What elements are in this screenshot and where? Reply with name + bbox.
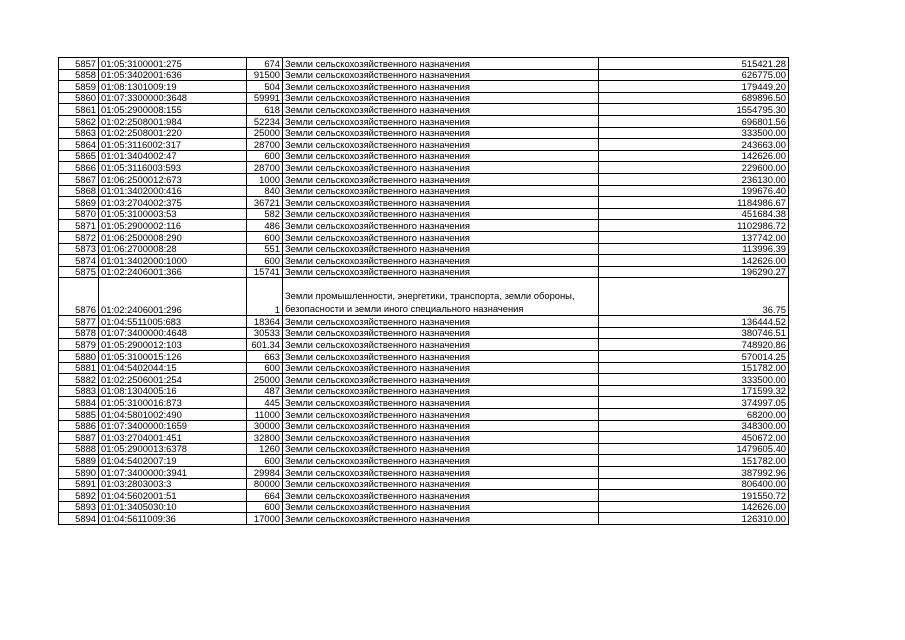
land-category-cell: Земли сельскохозяйственного назначения (283, 220, 599, 232)
table-row (59, 92, 789, 104)
table-row (59, 397, 789, 409)
row-number-cell: 5887 (59, 432, 99, 444)
cadastral-value-cell: 113996.39 (599, 243, 789, 255)
land-category-cell: Земли сельскохозяйственного назначения (283, 115, 599, 127)
cadastral-value-cell: 137742.00 (599, 231, 789, 243)
area-cell: 445 (247, 397, 283, 409)
row-number-cell: 5882 (59, 374, 99, 386)
row-number-cell: 5859 (59, 81, 99, 93)
row-number-cell: 5861 (59, 104, 99, 116)
cadastral-number-cell: 01:05:2900002:116 (99, 220, 247, 232)
land-category-cell: Земли сельскохозяйственного назначения (283, 316, 599, 328)
land-category-cell: Земли сельскохозяйственного назначения (283, 255, 599, 267)
table-body (59, 58, 789, 525)
area-cell: 600 (247, 231, 283, 243)
table-row (59, 104, 789, 116)
cadastral-value-cell: 151782.00 (599, 455, 789, 467)
row-number-cell: 5885 (59, 409, 99, 421)
table-row (59, 432, 789, 444)
cadastral-value-cell: 515421.28 (599, 58, 789, 70)
table-row (59, 513, 789, 525)
cadastral-number-cell: 01:03:2704001:451 (99, 432, 247, 444)
row-number-cell: 5858 (59, 69, 99, 81)
cadastral-value-cell: 451684.38 (599, 208, 789, 220)
table-row (59, 478, 789, 490)
area-cell: 1 (247, 278, 283, 316)
table-row (59, 243, 789, 255)
cadastral-number-cell: 01:01:3402000:416 (99, 185, 247, 197)
cadastral-value-cell: 199676.40 (599, 185, 789, 197)
area-cell: 663 (247, 351, 283, 363)
cadastral-number-cell: 01:02:2508001:984 (99, 115, 247, 127)
land-category-cell: Земли сельскохозяйственного назначения (283, 478, 599, 490)
area-cell: 36721 (247, 197, 283, 209)
area-cell: 600 (247, 455, 283, 467)
table-row (59, 443, 789, 455)
land-category-cell: Земли сельскохозяйственного назначения (283, 162, 599, 174)
area-cell: 600 (247, 362, 283, 374)
row-number-cell: 5857 (59, 58, 99, 70)
table-row (59, 316, 789, 328)
row-number-cell: 5866 (59, 162, 99, 174)
cadastral-number-cell: 01:04:5402044:15 (99, 362, 247, 374)
cadastral-number-cell: 01:04:5511005:683 (99, 316, 247, 328)
cadastral-number-cell: 01:04:5402007:19 (99, 455, 247, 467)
land-category-cell: Земли сельскохозяйственного назначения (283, 266, 599, 278)
land-category-cell: Земли сельскохозяйственного назначения (283, 420, 599, 432)
land-category-cell: Земли сельскохозяйственного назначения (283, 490, 599, 502)
land-category-cell: Земли сельскохозяйственного назначения (283, 409, 599, 421)
cadastral-number-cell: 01:05:3100015:126 (99, 351, 247, 363)
row-number-cell: 5881 (59, 362, 99, 374)
area-cell: 551 (247, 243, 283, 255)
cadastral-value-cell: 142626.00 (599, 501, 789, 513)
cadastral-value-cell: 171599.32 (599, 385, 789, 397)
cadastral-value-cell: 196290.27 (599, 266, 789, 278)
cadastral-value-cell: 136444.52 (599, 316, 789, 328)
cadastral-number-cell: 01:01:3404002:47 (99, 150, 247, 162)
cadastral-value-cell: 229600.00 (599, 162, 789, 174)
cadastral-value-cell: 689896.50 (599, 92, 789, 104)
land-category-cell: Земли сельскохозяйственного назначения (283, 374, 599, 386)
table-row (59, 409, 789, 421)
cadastral-value-cell: 696801.56 (599, 115, 789, 127)
table-row (59, 197, 789, 209)
land-category-cell: Земли сельскохозяйственного назначения (283, 351, 599, 363)
area-cell: 600 (247, 150, 283, 162)
row-number-cell: 5862 (59, 115, 99, 127)
land-category-cell: Земли сельскохозяйственного назначения (283, 432, 599, 444)
area-cell: 52234 (247, 115, 283, 127)
cadastral-number-cell: 01:05:3116002:317 (99, 139, 247, 151)
cadastral-number-cell: 01:06:2700008:28 (99, 243, 247, 255)
table-row (59, 327, 789, 339)
table-row (59, 58, 789, 70)
cadastral-value-cell: 36.75 (599, 278, 789, 316)
land-category-cell: Земли сельскохозяйственного назначения (283, 327, 599, 339)
area-cell: 25000 (247, 127, 283, 139)
land-category-cell: Земли сельскохозяйственного назначения (283, 467, 599, 479)
land-category-cell: Земли сельскохозяйственного назначения (283, 385, 599, 397)
row-number-cell: 5893 (59, 501, 99, 513)
cadastral-number-cell: 01:05:3116003:593 (99, 162, 247, 174)
land-category-cell: Земли сельскохозяйственного назначения (283, 443, 599, 455)
row-number-cell: 5865 (59, 150, 99, 162)
land-category-cell: Земли сельскохозяйственного назначения (283, 92, 599, 104)
area-cell: 15741 (247, 266, 283, 278)
cadastral-value-cell: 387992.96 (599, 467, 789, 479)
area-cell: 30533 (247, 327, 283, 339)
land-category-cell: Земли сельскохозяйственного назначения (283, 455, 599, 467)
table-row (59, 385, 789, 397)
area-cell: 840 (247, 185, 283, 197)
row-number-cell: 5863 (59, 127, 99, 139)
cadastral-number-cell: 01:05:2900008:155 (99, 104, 247, 116)
row-number-cell: 5869 (59, 197, 99, 209)
area-cell: 664 (247, 490, 283, 502)
cadastral-value-cell: 348300.00 (599, 420, 789, 432)
cadastral-number-cell: 01:07:3400000:3941 (99, 467, 247, 479)
table-row (59, 420, 789, 432)
land-registry-table (58, 57, 789, 525)
cadastral-value-cell: 1479605.40 (599, 443, 789, 455)
land-category-cell: Земли сельскохозяйственного назначения (283, 139, 599, 151)
row-number-cell: 5875 (59, 266, 99, 278)
cadastral-value-cell: 1554795.30 (599, 104, 789, 116)
area-cell: 28700 (247, 139, 283, 151)
cadastral-value-cell: 570014.25 (599, 351, 789, 363)
row-number-cell: 5884 (59, 397, 99, 409)
table-row (59, 501, 789, 513)
cadastral-number-cell: 01:07:3400000:1659 (99, 420, 247, 432)
cadastral-number-cell: 01:06:2500012:673 (99, 173, 247, 185)
row-number-cell: 5864 (59, 139, 99, 151)
cadastral-number-cell: 01:05:3402001:636 (99, 69, 247, 81)
land-category-cell: Земли сельскохозяйственного назначения (283, 104, 599, 116)
area-cell: 618 (247, 104, 283, 116)
cadastral-value-cell: 142626.00 (599, 255, 789, 267)
land-category-cell: Земли сельскохозяйственного назначения (283, 127, 599, 139)
land-category-cell: Земли сельскохозяйственного назначения (283, 69, 599, 81)
land-category-cell: Земли сельскохозяйственного назначения (283, 173, 599, 185)
land-category-cell: Земли сельскохозяйственного назначения (283, 231, 599, 243)
area-cell: 600 (247, 255, 283, 267)
area-cell: 32800 (247, 432, 283, 444)
area-cell: 1260 (247, 443, 283, 455)
table-row (59, 81, 789, 93)
table-row (59, 374, 789, 386)
row-number-cell: 5872 (59, 231, 99, 243)
area-cell: 25000 (247, 374, 283, 386)
row-number-cell: 5877 (59, 316, 99, 328)
row-number-cell: 5889 (59, 455, 99, 467)
cadastral-number-cell: 01:05:3100016:873 (99, 397, 247, 409)
land-category-cell: Земли промышленности, энергетики, транспорта, земли обороны, безопасности и земли иного специального назначения (283, 278, 599, 316)
land-category-cell: Земли сельскохозяйственного назначения (283, 185, 599, 197)
cadastral-number-cell: 01:02:2506001:254 (99, 374, 247, 386)
table-row (59, 278, 789, 316)
cadastral-number-cell: 01:02:2406001:366 (99, 266, 247, 278)
land-category-cell: Земли сельскохозяйственного назначения (283, 81, 599, 93)
table-row (59, 115, 789, 127)
table-row (59, 150, 789, 162)
area-cell: 80000 (247, 478, 283, 490)
area-cell: 1000 (247, 173, 283, 185)
cadastral-value-cell: 1102986.72 (599, 220, 789, 232)
cadastral-value-cell: 236130.00 (599, 173, 789, 185)
cadastral-value-cell: 806400.00 (599, 478, 789, 490)
cadastral-value-cell: 191550.72 (599, 490, 789, 502)
cadastral-number-cell: 01:05:3100003:53 (99, 208, 247, 220)
row-number-cell: 5886 (59, 420, 99, 432)
table-row (59, 162, 789, 174)
row-number-cell: 5871 (59, 220, 99, 232)
land-category-cell: Земли сельскохозяйственного назначения (283, 243, 599, 255)
cadastral-value-cell: 142626.00 (599, 150, 789, 162)
land-category-cell: Земли сельскохозяйственного назначения (283, 501, 599, 513)
area-cell: 582 (247, 208, 283, 220)
area-cell: 504 (247, 81, 283, 93)
area-cell: 30000 (247, 420, 283, 432)
cadastral-value-cell: 151782.00 (599, 362, 789, 374)
table-row (59, 362, 789, 374)
row-number-cell: 5891 (59, 478, 99, 490)
cadastral-value-cell: 68200.00 (599, 409, 789, 421)
area-cell: 11000 (247, 409, 283, 421)
row-number-cell: 5879 (59, 339, 99, 351)
area-cell: 29984 (247, 467, 283, 479)
row-number-cell: 5888 (59, 443, 99, 455)
table-row (59, 231, 789, 243)
cadastral-value-cell: 1184986.67 (599, 197, 789, 209)
cadastral-value-cell: 333500.00 (599, 127, 789, 139)
row-number-cell: 5876 (59, 278, 99, 316)
land-category-cell: Земли сельскохозяйственного назначения (283, 58, 599, 70)
cadastral-number-cell: 01:06:2500008:290 (99, 231, 247, 243)
cadastral-number-cell: 01:05:2900013:6378 (99, 443, 247, 455)
cadastral-value-cell: 243663.00 (599, 139, 789, 151)
area-cell: 486 (247, 220, 283, 232)
cadastral-number-cell: 01:03:2704002:375 (99, 197, 247, 209)
cadastral-number-cell: 01:03:2803003:3 (99, 478, 247, 490)
table-row (59, 127, 789, 139)
land-category-cell: Земли сельскохозяйственного назначения (283, 197, 599, 209)
row-number-cell: 5892 (59, 490, 99, 502)
cadastral-value-cell: 374997.05 (599, 397, 789, 409)
cadastral-value-cell: 380746.51 (599, 327, 789, 339)
table-row (59, 69, 789, 81)
table-row (59, 490, 789, 502)
table-row (59, 255, 789, 267)
area-cell: 601.34 (247, 339, 283, 351)
table-row (59, 467, 789, 479)
area-cell: 28700 (247, 162, 283, 174)
cadastral-value-cell: 126310.00 (599, 513, 789, 525)
land-category-cell: Земли сельскохозяйственного назначения (283, 513, 599, 525)
area-cell: 600 (247, 501, 283, 513)
area-cell: 487 (247, 385, 283, 397)
area-cell: 674 (247, 58, 283, 70)
cadastral-number-cell: 01:01:3405030:10 (99, 501, 247, 513)
area-cell: 17000 (247, 513, 283, 525)
cadastral-number-cell: 01:04:5611009:36 (99, 513, 247, 525)
row-number-cell: 5867 (59, 173, 99, 185)
cadastral-value-cell: 179449.20 (599, 81, 789, 93)
row-number-cell: 5874 (59, 255, 99, 267)
cadastral-number-cell: 01:04:5801002:490 (99, 409, 247, 421)
area-cell: 18364 (247, 316, 283, 328)
table-row (59, 339, 789, 351)
land-category-cell: Земли сельскохозяйственного назначения (283, 208, 599, 220)
cadastral-number-cell: 01:05:2900012:103 (99, 339, 247, 351)
cadastral-value-cell: 450672.00 (599, 432, 789, 444)
area-cell: 91500 (247, 69, 283, 81)
cadastral-value-cell: 626775.00 (599, 69, 789, 81)
cadastral-number-cell: 01:07:3300000:3648 (99, 92, 247, 104)
area-cell: 59991 (247, 92, 283, 104)
row-number-cell: 5883 (59, 385, 99, 397)
cadastral-number-cell: 01:01:3402000:1000 (99, 255, 247, 267)
row-number-cell: 5890 (59, 467, 99, 479)
row-number-cell: 5878 (59, 327, 99, 339)
row-number-cell: 5870 (59, 208, 99, 220)
table-row (59, 139, 789, 151)
cadastral-number-cell: 01:02:2508001:220 (99, 127, 247, 139)
cadastral-number-cell: 01:02:2406001:296 (99, 278, 247, 316)
cadastral-number-cell: 01:07:3400000:4648 (99, 327, 247, 339)
cadastral-number-cell: 01:08:1304005:16 (99, 385, 247, 397)
table-row (59, 351, 789, 363)
cadastral-value-cell: 333500.00 (599, 374, 789, 386)
row-number-cell: 5894 (59, 513, 99, 525)
row-number-cell: 5868 (59, 185, 99, 197)
row-number-cell: 5873 (59, 243, 99, 255)
table-row (59, 208, 789, 220)
row-number-cell: 5860 (59, 92, 99, 104)
table-row (59, 266, 789, 278)
row-number-cell: 5880 (59, 351, 99, 363)
land-category-cell: Земли сельскохозяйственного назначения (283, 362, 599, 374)
land-category-cell: Земли сельскохозяйственного назначения (283, 397, 599, 409)
table-row (59, 220, 789, 232)
land-category-cell: Земли сельскохозяйственного назначения (283, 150, 599, 162)
table-row (59, 185, 789, 197)
land-category-cell: Земли сельскохозяйственного назначения (283, 339, 599, 351)
cadastral-number-cell: 01:04:5602001:51 (99, 490, 247, 502)
table-row (59, 173, 789, 185)
cadastral-value-cell: 748920.86 (599, 339, 789, 351)
table-row (59, 455, 789, 467)
cadastral-number-cell: 01:08:1301009:19 (99, 81, 247, 93)
cadastral-number-cell: 01:05:3100001:275 (99, 58, 247, 70)
